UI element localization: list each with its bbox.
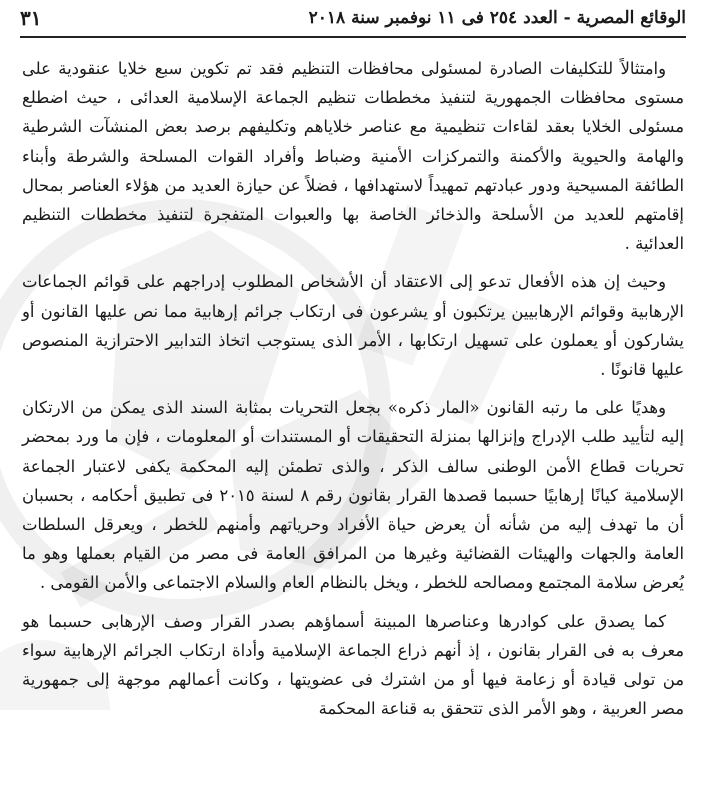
paragraph: وحيث إن هذه الأفعال تدعو إلى الاعتقاد أن الأشخاص المطلوب إدراجهم على قوائم الجماعات الإرهابية وقوائم الإرهابيين يرتكبون أو يشرعون فى ارتكاب جرائم إرهابية مما نص عليها القانون أو يشاركون أو يعملون على تسهيل ارتكابها ، الأمر الذى يستوجب اتخاذ التدابير الاحترازية المنصوص عليها قانونًا .	[22, 272, 684, 380]
paragraph: وهديًا على ما رتبه القانون «المار ذكره» بجعل التحريات بمثابة السند الذى يمكن من الارتكان إليه لتأييد طلب الإدراج وإنزالها بمنزلة التحقيقات أو المستندات أو المعلومات ، فإن ما ورد بمحضر تحريات قطاع الأمن الوطنى سالف الذكر ، والذى تطمئن إليه المحكمة يكفى لاعتبار الجماعة الإسلامية كيانًا إرهابيًا حسبما قصدها القرار بقانون رقم ٨ لسنة ٢٠١٥ فى تطبيق أحكامه ، بحسبان أن ما تهدف إليه من شأنه أن يعرض حياة الأفراد وحرياتهم وأمنهم للخطر ، ويعرقل السلطات العامة والجهات والهيئات القضائية وغيرها من المرافق العامة فى مصر من القيام بعملها وهو ما يُعرض سلامة المجتمع ومصالحه للخطر ، ويخل بالنظام العام والسلام الاجتماعى والأمن القومى .	[22, 398, 684, 593]
page-number: ٣١	[20, 6, 42, 30]
paragraph: وامتثالاً للتكليفات الصادرة لمسئولى محافظات التنظيم فقد تم تكوين سبع خلايا عنقودية على مستوى محافظات الجمهورية لتنفيذ مخططات تنظيم الجماعة الإسلامية العدائى ، حيث اضطلع مسئولى الخلايا بعقد لقاءات تنظيمية مع عناصر خلاياهم وتكليفهم برصد بعض المنشآت الشرطية والهامة والحيوية والأكمنة والتمركزات الأمنية وضباط وأفراد القوات المسلحة والشرطة وأبناء الطائفة المسيحية ودور عبادتهم تمهيداً لاستهدافها ، فضلاً عن حيازة العديد من هؤلاء العناصر بمحال إقامتهم للعديد من الأسلحة والذخائر الخاصة بها والعبوات المتفجرة لتنفيذ مخططات التنظيم العدائية .	[22, 59, 684, 254]
page-header	[20, 0, 686, 38]
body-text	[22, 54, 684, 732]
paragraph: كما يصدق على كوادرها وعناصرها المبينة أسماؤهم بصدر القرار وصف الإرهابى حسبما هو معرف به فى القرار بقانون ، إذ أنهم ذراع الجماعة الإسلامية وأداة ارتكاب الجرائم الإرهابية سواء من تولى قيادة أو زعامة فيها أو من اشترك فى عضويتها ، وكانت أعمالهم موجهة إلى جمهورية مصر العربية ، وهو الأمر الذى تتحقق به قناعة المحكمة	[22, 611, 685, 719]
running-title: الوقائع المصرية - العدد ٢٥٤ فى ١١ نوفمبر سنة ٢٠١٨	[308, 8, 686, 28]
